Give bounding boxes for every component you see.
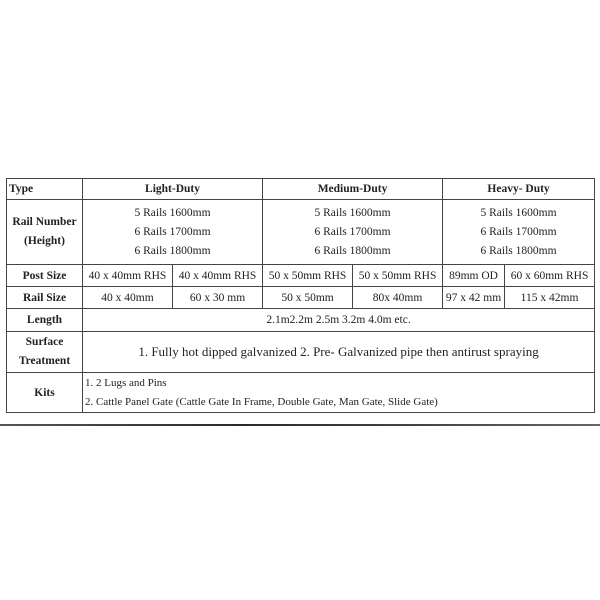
heavy-rail-number-2: 6 Rails 1700mm xyxy=(480,225,557,238)
post-size-cell: 89mm OD xyxy=(443,265,505,287)
kits-line-1: 1. 2 Lugs and Pins xyxy=(85,376,167,389)
specification-table xyxy=(6,178,595,413)
kits-content-cell xyxy=(83,373,595,413)
length-value: 2.1m2.2m 2.5m 3.2m 4.0m etc. xyxy=(83,309,595,332)
post-size-cell: 50 x 50mm RHS xyxy=(353,265,443,287)
rail-size-cell: 97 x 42 mm xyxy=(443,287,505,309)
post-size-cell: 50 x 50mm RHS xyxy=(263,265,353,287)
rail-size-row xyxy=(7,287,595,309)
light-duty-header: Light-Duty xyxy=(83,179,263,200)
treatment-label: Treatment xyxy=(18,355,71,367)
post-size-cell: 40 x 40mm RHS xyxy=(83,265,173,287)
rail-size-cell: 60 x 30 mm xyxy=(173,287,263,309)
heavy-duty-header: Heavy- Duty xyxy=(443,179,595,200)
heavy-rail-number-1: 5 Rails 1600mm xyxy=(480,206,557,219)
kits-line-2: 2. Cattle Panel Gate (Cattle Gate In Frame, Double Gate, Man Gate, Slide Gate) xyxy=(85,395,438,408)
surface-treatment-row xyxy=(7,332,595,373)
heavy-rail-number-3: 6 Rails 1800mm xyxy=(480,244,557,257)
medium-duty-header: Medium-Duty xyxy=(263,179,443,200)
rail-size-cell: 50 x 50mm xyxy=(263,287,353,309)
spec-table-container xyxy=(6,178,594,413)
post-size-row xyxy=(7,265,595,287)
kits-label: Kits xyxy=(7,373,83,413)
rail-size-cell: 40 x 40mm xyxy=(83,287,173,309)
rail-number-label-cell xyxy=(7,200,83,265)
length-label: Length xyxy=(7,309,83,332)
rail-size-label: Rail Size xyxy=(7,287,83,309)
surface-label: Surface xyxy=(25,336,64,348)
medium-rail-number-1: 5 Rails 1600mm xyxy=(314,206,391,219)
light-rail-number-3: 6 Rails 1800mm xyxy=(134,244,211,257)
post-size-cell: 40 x 40mm RHS xyxy=(173,265,263,287)
kits-row xyxy=(7,373,595,413)
medium-rail-number-2: 6 Rails 1700mm xyxy=(314,225,391,238)
post-size-label: Post Size xyxy=(7,265,83,287)
light-rail-number-2: 6 Rails 1700mm xyxy=(134,225,211,238)
rail-number-sublabel: (Height) xyxy=(24,235,65,247)
light-rail-number-1: 5 Rails 1600mm xyxy=(134,206,211,219)
medium-rail-number-3: 6 Rails 1800mm xyxy=(314,244,391,257)
bottom-divider xyxy=(0,424,600,426)
surface-treatment-label-cell xyxy=(7,332,83,373)
type-label: Type xyxy=(7,179,83,200)
light-rail-number-cell xyxy=(83,200,263,265)
heavy-rail-number-cell xyxy=(443,200,595,265)
post-size-cell: 60 x 60mm RHS xyxy=(505,265,595,287)
rail-size-cell: 80x 40mm xyxy=(353,287,443,309)
rail-number-row xyxy=(7,200,595,265)
rail-number-label: Rail Number xyxy=(12,216,77,228)
length-row xyxy=(7,309,595,332)
rail-size-cell: 115 x 42mm xyxy=(505,287,595,309)
header-row xyxy=(7,179,595,200)
surface-treatment-value: 1. Fully hot dipped galvanized 2. Pre- Galvanized pipe then antirust spraying xyxy=(83,332,595,373)
medium-rail-number-cell xyxy=(263,200,443,265)
